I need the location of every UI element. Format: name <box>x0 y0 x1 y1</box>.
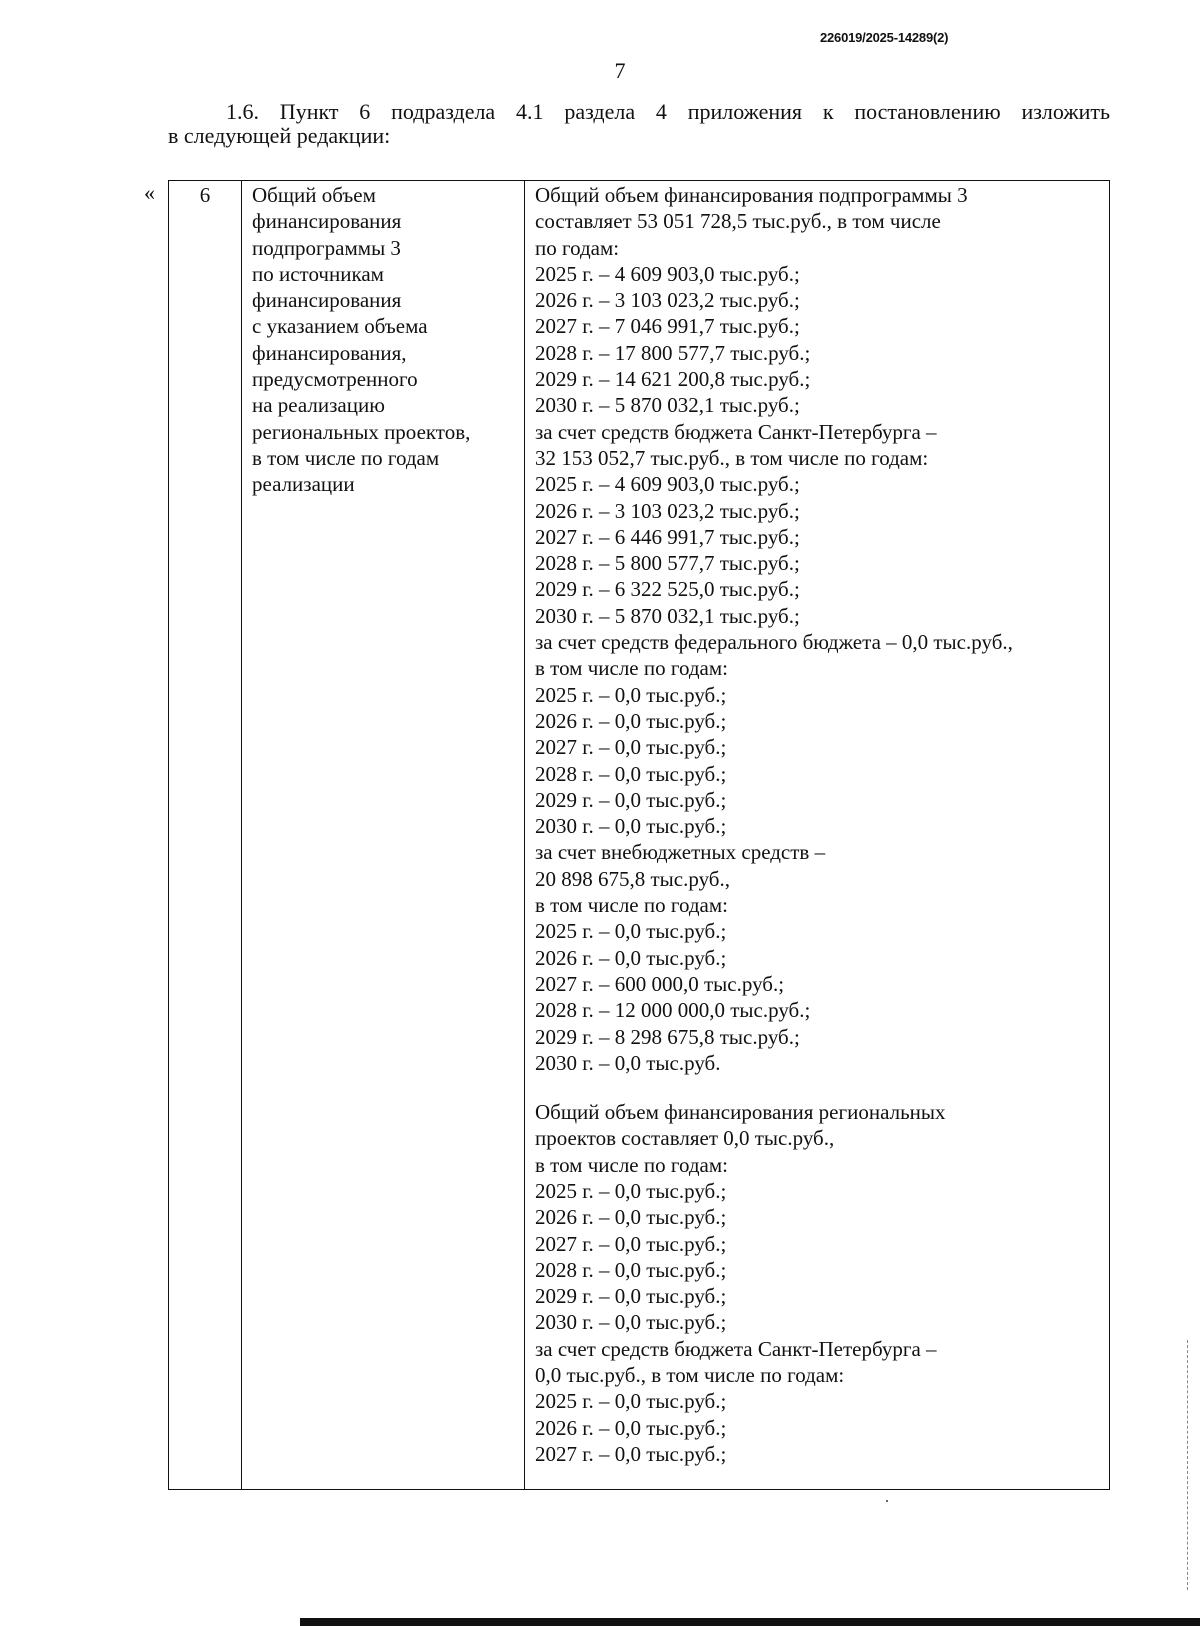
row-description-text <box>525 181 1109 1467</box>
scan-edge-mark <box>1187 1340 1190 1590</box>
description-text-line: 2028 г. – 12 000 000,0 тыс.руб.; <box>535 998 811 1023</box>
name-text-line: финансирования, <box>252 340 407 365</box>
description-text-line: проектов составляет 0,0 тыс.руб., <box>535 1126 835 1151</box>
description-text-line: 2026 г. – 0,0 тыс.руб.; <box>535 708 727 733</box>
description-text-line: 2028 г. – 17 800 577,7 тыс.руб.; <box>535 340 811 365</box>
description-text-line: 2028 г. – 0,0 тыс.руб.; <box>535 1257 727 1282</box>
description-text-line: 2027 г. – 0,0 тыс.руб.; <box>535 735 727 760</box>
description-text-line: 2030 г. – 0,0 тыс.руб.; <box>535 814 727 839</box>
intro-line-2: в следующей редакции: <box>168 123 391 148</box>
paragraph-gap <box>535 1076 1105 1099</box>
description-text-line: за счет средств федерального бюджета – 0,0 тыс.руб., <box>535 630 1013 655</box>
description-text-line: 2025 г. – 0,0 тыс.руб.; <box>535 682 727 707</box>
description-text-line: 2029 г. – 0,0 тыс.руб.; <box>535 787 727 812</box>
name-text-line: региональных проектов, <box>252 419 471 444</box>
name-text-line: финансирования <box>252 288 402 313</box>
description-text-line: 2029 г. – 8 298 675,8 тыс.руб.; <box>535 1024 800 1049</box>
description-text-line: 2027 г. – 0,0 тыс.руб.; <box>535 1441 727 1466</box>
row-name-text <box>242 181 524 498</box>
name-text-line: по источникам <box>252 261 384 286</box>
description-text-line: 2025 г. – 0,0 тыс.руб.; <box>535 1389 727 1414</box>
document-registration-code: 226019/2025-14289(2) <box>820 30 949 45</box>
description-text-line: составляет 53 051 728,5 тыс.руб., в том числе <box>535 209 941 234</box>
description-text-line: 2029 г. – 14 621 200,8 тыс.руб.; <box>535 367 811 392</box>
scan-speck <box>886 1500 888 1502</box>
row-number: 6 <box>199 183 211 207</box>
description-text-line: 20 898 675,8 тыс.руб., <box>535 866 730 891</box>
description-text-line: 2026 г. – 0,0 тыс.руб.; <box>535 945 727 970</box>
row-description-cell <box>525 181 1110 1490</box>
description-text-line: 2027 г. – 600 000,0 тыс.руб.; <box>535 971 785 996</box>
description-text-line: в том числе по годам: <box>535 893 728 918</box>
name-text-line: финансирования <box>252 209 402 234</box>
table-row <box>169 181 1110 1490</box>
name-text-line: на реализацию <box>252 393 385 418</box>
description-text-line: за счет средств бюджета Санкт-Петербурга – <box>535 1336 937 1361</box>
name-text-line: реализации <box>252 472 355 497</box>
row-number-cell <box>169 181 242 1490</box>
description-text-line: 2027 г. – 7 046 991,7 тыс.руб.; <box>535 314 800 339</box>
amendment-intro <box>168 100 1110 148</box>
description-text-line: 2026 г. – 0,0 тыс.руб.; <box>535 1205 727 1230</box>
name-text-line: с указанием объема <box>252 314 428 339</box>
description-text-line: 0,0 тыс.руб., в том числе по годам: <box>535 1363 845 1388</box>
name-text-line: подпрограммы 3 <box>252 235 401 260</box>
description-text-line: по годам: <box>535 235 620 260</box>
description-text-line: за счет средств бюджета Санкт-Петербурга – <box>535 419 937 444</box>
row-name-cell <box>242 181 525 1490</box>
description-text-line: 2029 г. – 6 322 525,0 тыс.руб.; <box>535 577 800 602</box>
page-number: 7 <box>614 58 626 83</box>
description-text-line: 2030 г. – 0,0 тыс.руб. <box>535 1050 721 1075</box>
description-text-line: 2027 г. – 6 446 991,7 тыс.руб.; <box>535 524 800 549</box>
description-text-line: Общий объем финансирования региональных <box>535 1100 946 1125</box>
regional-projects-financing-block <box>535 1099 1105 1467</box>
description-text-line: 2026 г. – 3 103 023,2 тыс.руб.; <box>535 498 800 523</box>
description-text-line: в том числе по годам: <box>535 656 728 681</box>
description-text-line: 2027 г. – 0,0 тыс.руб.; <box>535 1231 727 1256</box>
name-text-line: в том числе по годам <box>252 445 440 470</box>
description-text-line: 2030 г. – 0,0 тыс.руб.; <box>535 1310 727 1335</box>
description-text-line: 32 153 052,7 тыс.руб., в том числе по годам: <box>535 445 929 470</box>
opening-quote-mark: « <box>144 180 155 205</box>
description-text-line: 2025 г. – 4 609 903,0 тыс.руб.; <box>535 472 800 497</box>
name-text-line: Общий объем <box>252 183 376 207</box>
intro-line-1: 1.6. Пункт 6 подраздела 4.1 раздела 4 приложения к постановлению изложить <box>226 99 1110 124</box>
description-text-line: 2026 г. – 3 103 023,2 тыс.руб.; <box>535 288 800 313</box>
description-text-line: 2028 г. – 0,0 тыс.руб.; <box>535 761 727 786</box>
name-text-line: предусмотренного <box>252 367 418 392</box>
description-text-line: 2025 г. – 0,0 тыс.руб.; <box>535 1178 727 1203</box>
description-text-line: 2030 г. – 5 870 032,1 тыс.руб.; <box>535 393 800 418</box>
scan-bottom-edge <box>300 1618 1200 1626</box>
subprogram-financing-block <box>535 182 1105 1076</box>
description-text-line: за счет внебюджетных средств – <box>535 840 826 865</box>
description-text-line: Общий объем финансирования подпрограммы 3 <box>535 183 968 207</box>
description-text-line: 2028 г. – 5 800 577,7 тыс.руб.; <box>535 551 800 576</box>
description-text-line: 2026 г. – 0,0 тыс.руб.; <box>535 1415 727 1440</box>
description-text-line: 2025 г. – 4 609 903,0 тыс.руб.; <box>535 261 800 286</box>
description-text-line: 2025 г. – 0,0 тыс.руб.; <box>535 919 727 944</box>
description-text-line: 2029 г. – 0,0 тыс.руб.; <box>535 1284 727 1309</box>
description-text-line: в том числе по годам: <box>535 1152 728 1177</box>
financing-table <box>168 180 1110 1490</box>
description-text-line: 2030 г. – 5 870 032,1 тыс.руб.; <box>535 603 800 628</box>
